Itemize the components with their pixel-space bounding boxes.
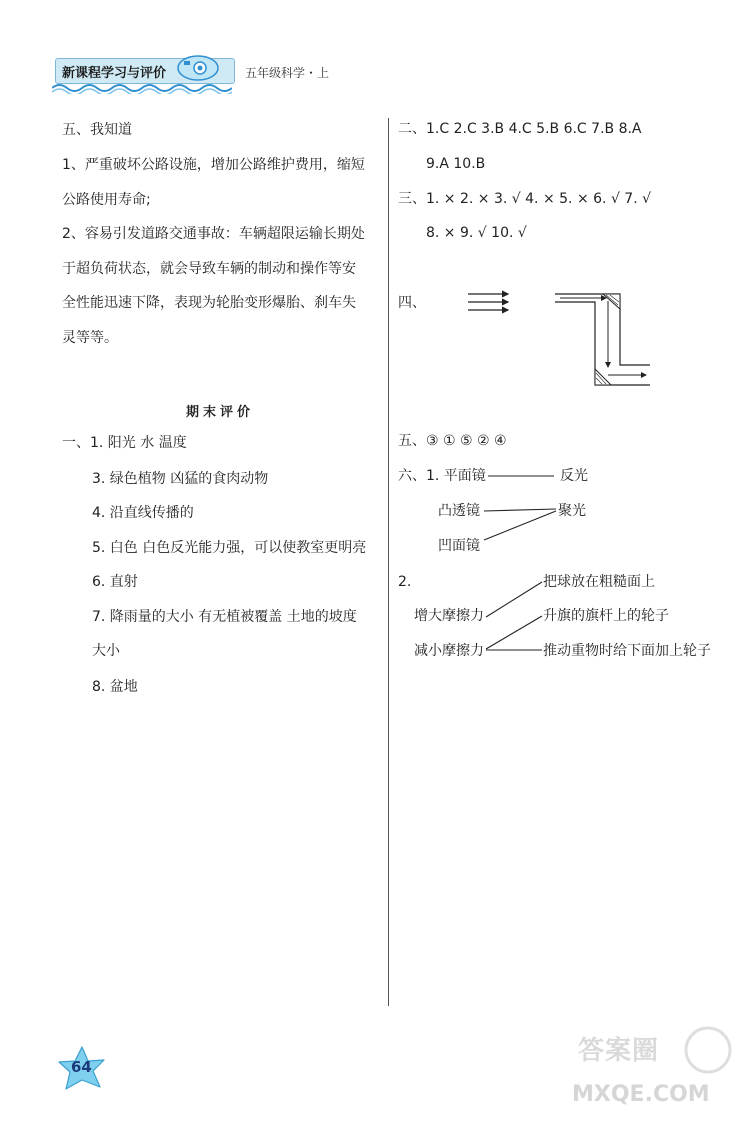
- section-three-answers: 8. × 9. √ 10. √: [426, 225, 527, 241]
- answer-line: 3. 绿色植物 凶猛的食肉动物: [92, 471, 269, 487]
- section-three-answers: 三、1. × 2. × 3. √ 4. × 5. × 6. √ 7. √: [398, 191, 652, 207]
- section-five-order: 五、③ ① ⑤ ② ④: [398, 433, 507, 449]
- final-evaluation-title: 期末评价: [186, 405, 255, 420]
- watermark-text: 答案圈: [578, 1036, 660, 1066]
- answer-line: 全性能迅速下降，表现为轮胎变形爆胎、刹车失: [62, 295, 356, 311]
- answer-line: 于超负荷状态，就会导致车辆的制动和操作等安: [62, 261, 356, 277]
- section-five-heading: 五、我知道: [62, 122, 132, 138]
- header-subtitle: 五年级科学・上: [245, 66, 330, 80]
- answer-line: 6. 直射: [92, 574, 138, 590]
- matching-item: 凹面镜: [438, 538, 480, 554]
- answer-line: 公路使用寿命;: [62, 192, 151, 208]
- matching-item: 六、1. 平面镜: [398, 468, 486, 484]
- matching-item: 增大摩擦力: [414, 608, 484, 624]
- page-number: 64: [71, 1058, 92, 1076]
- answer-line: 2、容易引发道路交通事故：车辆超限运输长期处: [62, 226, 365, 242]
- column-divider: [388, 118, 389, 1006]
- matching-item: 升旗的旗杆上的轮子: [543, 608, 669, 624]
- answer-line: 7. 降雨量的大小 有无植被覆盖 土地的坡度: [92, 609, 357, 625]
- matching-item: 反光: [560, 468, 588, 484]
- matching-item: 聚光: [558, 503, 586, 519]
- answer-line: 4. 沿直线传播的: [92, 505, 194, 521]
- header-wave-decoration: [52, 82, 232, 94]
- answer-line: 5. 白色 白色反光能力强，可以使教室更明亮: [92, 540, 367, 556]
- matching-lines-mirrors: [480, 460, 560, 550]
- answer-line: 1、严重破坏公路设施，增加公路维护费用，缩短: [62, 157, 365, 173]
- light-reflection-diagram: [460, 285, 660, 395]
- matching-lines-friction: [484, 570, 546, 660]
- section-four-label: 四、: [398, 295, 426, 311]
- section-two-answers: 9.A 10.B: [426, 156, 486, 172]
- matching-item: 凸透镜: [438, 503, 480, 519]
- matching-item: 推动重物时给下面加上轮子: [543, 643, 711, 659]
- answer-line: 一、1. 阳光 水 温度: [62, 435, 187, 451]
- camera-logo-icon: [176, 52, 220, 82]
- answer-line: 灵等等。: [62, 330, 118, 346]
- answer-line: 大小: [92, 643, 120, 659]
- watermark-url: MXQE.COM: [572, 1082, 710, 1107]
- section-two-answers: 二、1.C 2.C 3.B 4.C 5.B 6.C 7.B 8.A: [398, 121, 642, 137]
- answer-line: 8. 盆地: [92, 679, 138, 695]
- matching-item: 减小摩擦力: [414, 643, 484, 659]
- matching-item: 把球放在粗糙面上: [543, 574, 655, 590]
- matching-item: 2.: [398, 574, 412, 590]
- header-title: 新课程学习与评价: [62, 66, 167, 81]
